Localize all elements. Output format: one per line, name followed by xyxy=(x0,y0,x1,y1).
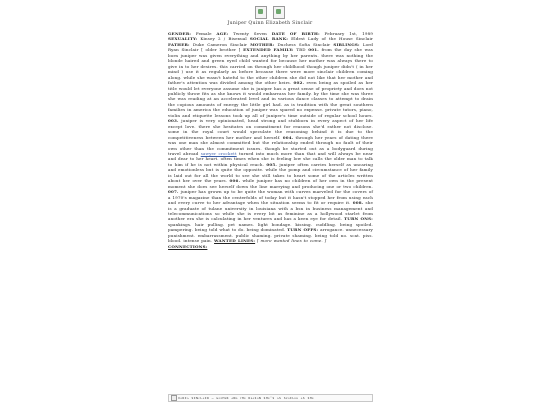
section-006-label: 006. xyxy=(229,178,241,184)
section-004-text-cont: turned into much more than that and will always be near and dear to her heart. often times when she is feeling low she calls the older man to talk to him if he is not within physical reach. xyxy=(168,150,373,167)
section-008-text: she is a graduate of tulane university in louisiana with a bsn in business management and telecommunications so while she is every bit as feminine as a hollywood starlet from another era she is calculating in her ventures and has a keen eye for detail. xyxy=(168,200,373,222)
age-value: Twenty Seven xyxy=(233,31,267,36)
siblings-value: Lord Ryan Sinclair [ older brother ] xyxy=(168,41,374,53)
connection-banner[interactable] xyxy=(168,394,373,402)
sexuality-value: Kinsey 2 / Bisexual xyxy=(200,36,247,42)
gender-label: GENDER: xyxy=(168,31,192,36)
broken-image-icon xyxy=(255,6,267,19)
section-001-label: 001. xyxy=(308,47,319,53)
wanted-lines-text: [ more wanted lines to come. ] xyxy=(256,238,327,244)
section-007-text: juniper has grown up to be quite the woman with curves marveled for the covers of a 1970's magazine than the centerfolds of today but it hasn't stopped her from using each and every curve to her advantage when the situation seems to fit or require it. xyxy=(168,189,373,206)
section-008-label: 008. xyxy=(352,200,364,206)
section-005-label: 005. xyxy=(266,161,278,167)
wanted-lines-label: WANTED LINES: xyxy=(214,238,256,244)
header-images xyxy=(0,6,540,19)
section-002-text: even being as spoiled as her title would let everyone assume she is juniper has a great sense of propriety and does not publicly throw fits as she knows it would embarrass her family. by the time she was three she was reading at an accelerated level and in various dance classes to attempt to drain the copious amounts of energy the little girl had. as is tradition with the great southern families in america the education of juniper was spared no expense. private tutors, piano, violin and etiquette lessons took up all of juniper's time outside of regular school hours. xyxy=(168,80,373,118)
broken-image-icon xyxy=(273,6,285,19)
section-004-label: 004. xyxy=(282,134,294,140)
siblings-label: SIBLINGS: xyxy=(333,41,360,47)
mother-label: MOTHER: xyxy=(250,41,275,47)
gender-value: Female xyxy=(195,31,212,36)
connections-label: CONNECTIONS: xyxy=(168,243,208,249)
section-001-text: from the day she was born juniper was given everything and anything by her parents. there was nothing the blonde haired and green eyed child wanted for because her mother was always there to give in to her desires. this carried on through her childhood though juniper didn't ( in her mind ) use it as regularly as before because there were more sinclair children coming along. while she wasn't hateful to the other children she did not like that her mother and father's attention was divided among the other heirs. xyxy=(168,47,374,86)
sawyer-crockett-link[interactable]: sawyer crockett xyxy=(200,150,237,156)
section-003-label: 003. xyxy=(168,118,179,124)
social-rank-label: SOCIAL RANK: xyxy=(249,36,289,42)
broken-image-icon xyxy=(171,395,177,401)
dob-label: DATE OF BIRTH: xyxy=(271,31,320,36)
section-004-text: through her years of dating there was one man she almost committed but the relationship ended through no fault of their own other than the commitment issues. though he started out as a bodyguard during travel abroad xyxy=(168,134,374,156)
section-007-label: 007. xyxy=(168,189,179,195)
mother-value: Duchess Sofia Sinclair xyxy=(277,41,331,47)
turn-ons-label: TURN ONS: xyxy=(344,216,373,222)
turn-offs-label: TURN OFFS: xyxy=(287,227,319,233)
section-003-text: juniper is very opinionated, head strong and stubborn in every aspect of her life except love. there she hesitates on commitment for reasons she'd rather not disclose. some in the royal court would speculate the reasoning behind it is due to the competitiveness between her mother and herself. xyxy=(168,118,374,140)
father-label: FATHER: xyxy=(168,41,190,47)
section-005-text: juniper often carries herself as uncaring and emotionless but is quite the opposite. while the pomp and circumstance of her family is laid out for all the world to see she still takes to heart some of the articles written about her over the years. xyxy=(168,161,374,184)
social-rank-value: Eldest Lady of the House Sinclair xyxy=(291,36,373,42)
extended-family-label: EXTENDED FAMILY: xyxy=(243,47,294,53)
section-006-text: while juniper has no children of her own in the present moment she does see herself down the line marrying and producing one or two children. xyxy=(168,178,373,189)
section-002-label: 002. xyxy=(293,80,305,86)
dob-value: February 1st, 1989 xyxy=(324,31,374,36)
character-bio xyxy=(168,31,373,249)
turn-offs-text: arrogance. unnecessary punishment. embarrassment. public shaming. private shaming. being told no. scat. piss. blood. intense pain. xyxy=(168,227,373,244)
age-label: AGE: xyxy=(216,31,229,36)
father-value: Duke Cameron Sinclair xyxy=(192,41,248,47)
character-name-caption: Juniper Quinn Elizabeth Sinclair xyxy=(227,21,313,26)
connection-banner-text: ɪᴏʀɪᴀ sɪɴᴄʟᴀɪʀ — ᴍᴏᴛʜᴇʀ ᴀɴᴅ ᴛʜᴇ ʀᴇᴀsᴏɴ sʜᴇ's ᴀs sᴘᴏɪʟᴇᴅ ᴀs sʜᴇ xyxy=(178,396,314,400)
extended-family-value: TBD xyxy=(296,47,306,53)
sexuality-label: SEXUALITY: xyxy=(168,36,198,42)
turn-ons-text: spankings. hair pulling. pet names. light bondage. kissing. cuddling. being spoiled. pampering. being told what to do. being dominated. xyxy=(168,221,373,233)
